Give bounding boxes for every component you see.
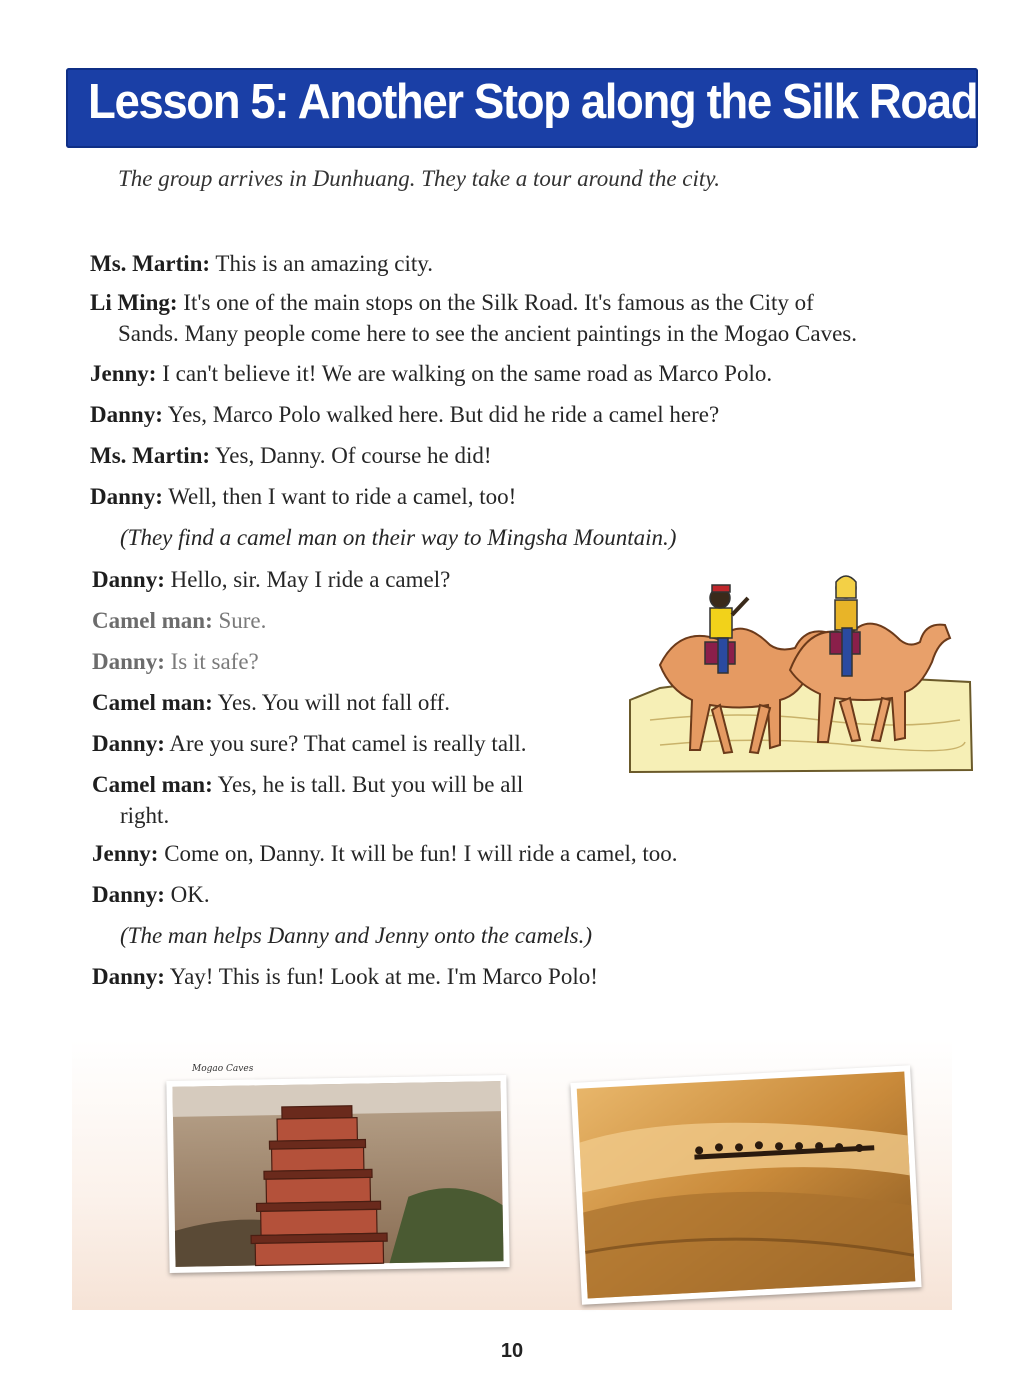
desert-caravan-photo (570, 1065, 921, 1304)
dialogue-line (92, 646, 259, 677)
line-text: Hello, sir. May I ride a camel? (164, 567, 451, 592)
dialogue-line (92, 564, 450, 595)
speaker-name: Camel man: (92, 690, 213, 715)
speaker-name: Jenny: (90, 361, 157, 386)
speaker-name: Ms. Martin: (90, 443, 211, 468)
line-text: Are you sure? That camel is really tall. (164, 731, 527, 756)
line-text: Come on, Danny. It will be fun! I will ride a camel, too. (158, 841, 678, 866)
line-text: Yes, Danny. Of course he did! (210, 443, 492, 468)
speaker-name: Danny: (92, 964, 165, 989)
line-text: Well, then I want to ride a camel, too! (162, 484, 517, 509)
line-text: Yes. You will not fall off. (212, 690, 451, 715)
mogao-caves-photo (166, 1075, 509, 1273)
line-text-continued: right. (120, 803, 170, 828)
speaker-name: Danny: (92, 649, 165, 674)
dialogue-line (90, 399, 719, 430)
speaker-name: Camel man: (92, 772, 213, 797)
speaker-name: Camel man: (92, 608, 213, 633)
line-text: Sure. (212, 608, 267, 633)
lesson-title-bar (66, 68, 978, 148)
dialogue-line (90, 481, 516, 512)
camel-riders-illustration (620, 570, 980, 780)
page-number: 10 (500, 1340, 524, 1362)
speaker-name: Ms. Martin: (90, 251, 211, 276)
dialogue-line (92, 728, 527, 759)
line-text: Yes, he is tall. But you will be all (212, 772, 524, 797)
dialogue-line (90, 248, 433, 279)
speaker-name: Danny: (90, 484, 163, 509)
line-text: Is it safe? (164, 649, 259, 674)
speaker-name: Jenny: (92, 841, 159, 866)
dialogue-line (90, 440, 492, 471)
line-text: I can't believe it! We are walking on the same road as Marco Polo. (156, 361, 773, 386)
line-text: Yes, Marco Polo walked here. But did he ride a camel here? (162, 402, 720, 427)
stage-direction: (The man helps Danny and Jenny onto the camels.) (120, 923, 593, 948)
dialogue-line (92, 769, 612, 831)
speaker-name: Danny: (92, 567, 165, 592)
stage-direction: (They find a camel man on their way to Mingsha Mountain.) (120, 525, 677, 550)
line-text: This is an amazing city. (210, 251, 434, 276)
dialogue-line (92, 687, 450, 718)
line-text: It's one of the main stops on the Silk Road. It's famous as the City of (177, 290, 814, 315)
photo-caption: Mogao Caves (192, 1064, 254, 1074)
dialogue-line (90, 358, 772, 389)
dialogue-line (92, 605, 266, 636)
dialogue-line (92, 838, 678, 869)
line-text: Yay! This is fun! Look at me. I'm Marco Polo! (164, 964, 598, 989)
lesson-title: Lesson 5: Another Stop along the Silk Road (88, 75, 978, 129)
line-text: OK. (164, 882, 210, 907)
intro-text: The group arrives in Dunhuang. They take a tour around the city. (118, 166, 720, 191)
speaker-name: Li Ming: (90, 290, 178, 315)
dialogue-line (92, 961, 598, 992)
speaker-name: Danny: (92, 882, 165, 907)
speaker-name: Danny: (90, 402, 163, 427)
line-text-continued: Sands. Many people come here to see the ancient paintings in the Mogao Caves. (118, 321, 857, 346)
dialogue-line (92, 879, 210, 910)
speaker-name: Danny: (92, 731, 165, 756)
dialogue-line (90, 287, 990, 349)
